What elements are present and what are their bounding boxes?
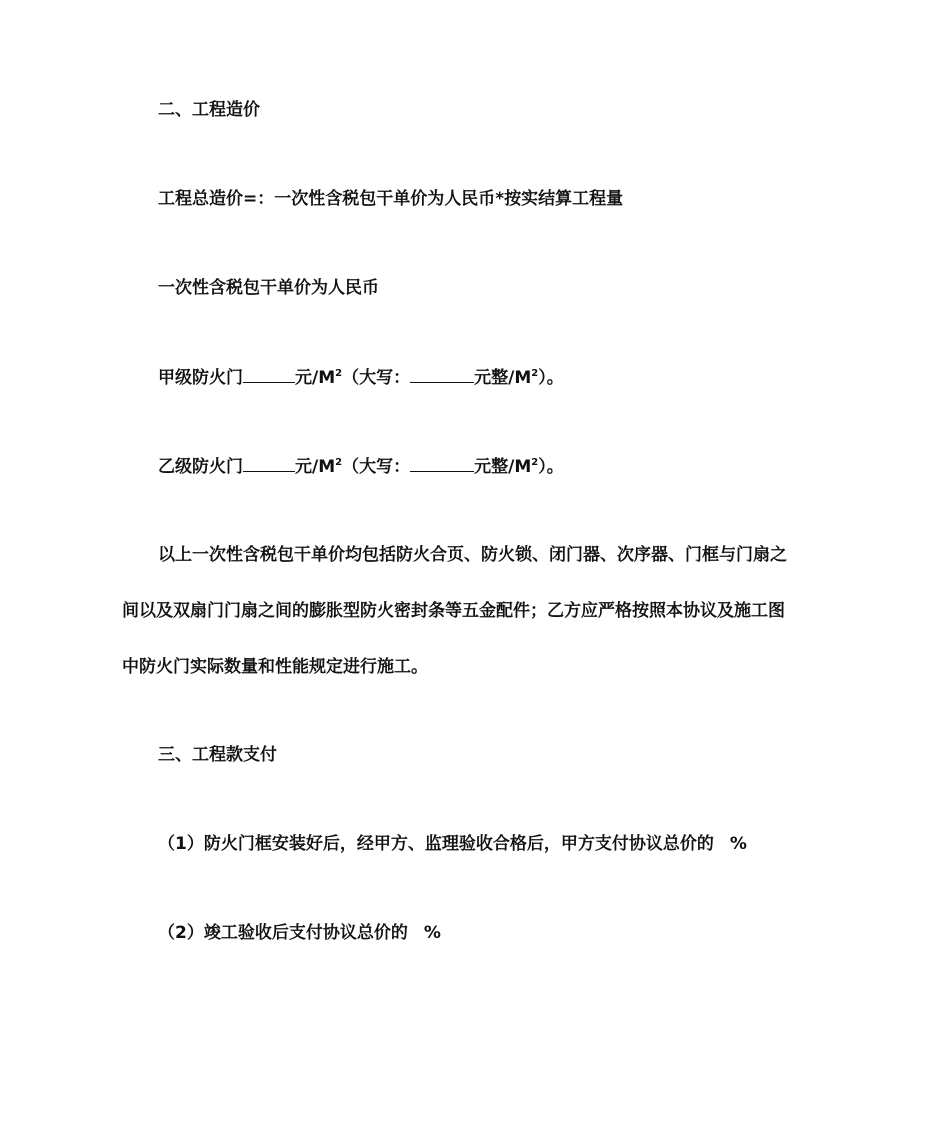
- payment-item-1-text: （1）防火门框安装好后，经甲方、监理验收合格后，甲方支付协议总价的: [158, 834, 714, 854]
- grade-b-daxie-sup: 2: [531, 457, 539, 468]
- grade-a-unit-sup: 2: [335, 368, 343, 379]
- grade-b-daxie-blank: [410, 455, 474, 472]
- grade-a-daxie-unit: 元整/M: [474, 368, 532, 388]
- payment-item-1-blank: [714, 833, 730, 849]
- grade-a-daxie-sup: 2: [531, 368, 539, 379]
- grade-b-price-blank: [243, 455, 295, 472]
- payment-item-2: [158, 922, 441, 944]
- payment-item-1: [158, 833, 747, 855]
- grade-a-daxie-blank: [410, 366, 474, 383]
- grade-a-unit: 元/M: [295, 368, 336, 388]
- payment-item-2-blank: [408, 922, 424, 938]
- grade-a-label: 甲级防火门: [158, 368, 243, 388]
- grade-b-unit: 元/M: [295, 457, 336, 477]
- paragraph-line-1: 以上一次性含税包干单价均包括防火合页、防火锁、闭门器、次序器、门框与门扇之: [158, 545, 787, 565]
- grade-b-daxie-unit: 元整/M: [474, 457, 532, 477]
- paragraph-line-3: 中防火门实际数量和性能规定进行施工。: [122, 657, 428, 677]
- grade-a-price-line: [158, 366, 564, 389]
- paragraph-line-2: 间以及双扇门门扇之间的膨胀型防火密封条等五金配件；乙方应严格按照本协议及施工图: [122, 601, 785, 621]
- total-price-formula: 工程总造价=：一次性含税包干单价为人民币*按实结算工程量: [158, 189, 624, 209]
- grade-b-daxie-open: （大写：: [342, 457, 411, 477]
- grade-b-unit-sup: 2: [335, 457, 343, 468]
- section-2-heading: 二、工程造价: [158, 100, 260, 120]
- grade-a-daxie-open: （大写：: [342, 368, 411, 388]
- payment-item-2-percent: %: [423, 923, 441, 943]
- grade-b-label: 乙级防火门: [158, 457, 243, 477]
- grade-b-price-line: [158, 455, 564, 478]
- grade-a-close: ）。: [538, 368, 564, 388]
- unit-price-intro: 一次性含税包干单价为人民币: [158, 278, 379, 298]
- payment-item-2-text: （2）竣工验收后支付协议总价的: [158, 923, 408, 943]
- grade-a-price-blank: [243, 366, 295, 383]
- grade-b-close: ）。: [538, 457, 564, 477]
- payment-item-1-percent: %: [729, 834, 747, 854]
- section-3-heading: 三、工程款支付: [158, 745, 277, 765]
